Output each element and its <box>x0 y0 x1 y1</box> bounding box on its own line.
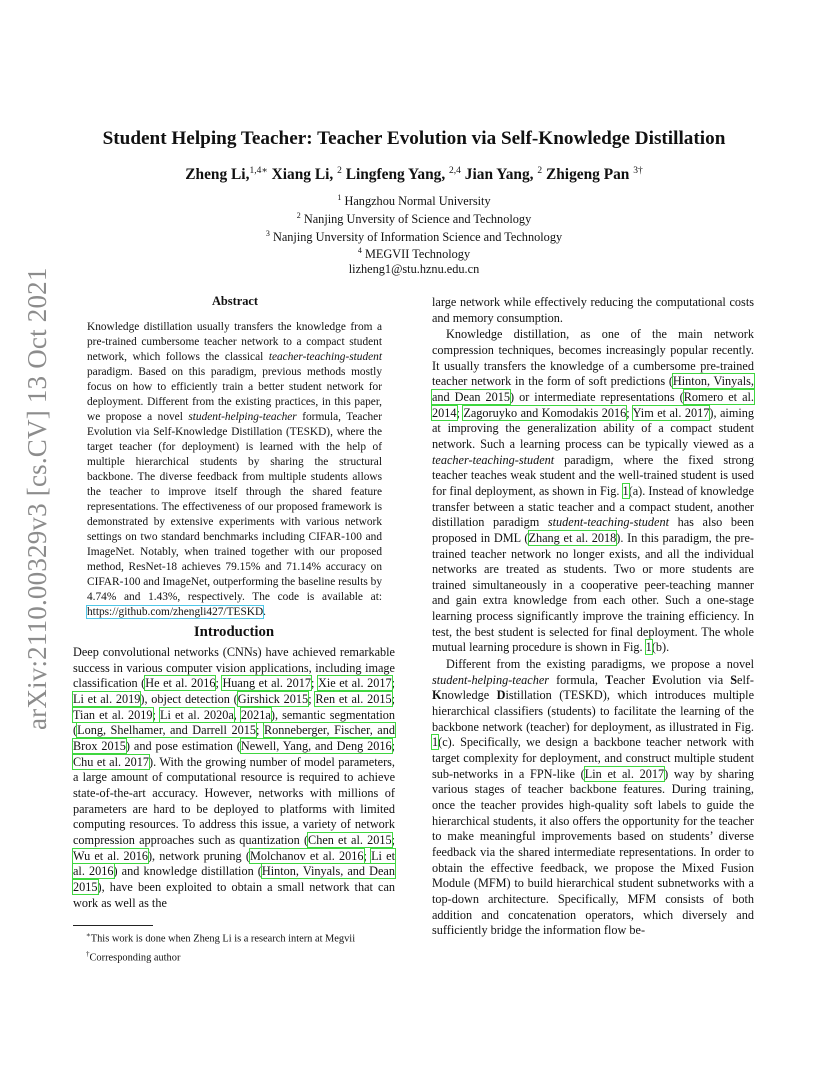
author-affil-mark: 2,4 <box>449 166 461 176</box>
acronym-letter: K <box>432 688 442 703</box>
body-text: ; <box>456 405 464 420</box>
body-text: elf- <box>737 672 755 687</box>
body-text: large network while effectively reducing the computational costs and memory consumption. <box>432 295 754 325</box>
body-text: ), semantic segmentation ( <box>73 707 396 738</box>
body-text: ). In this paradigm, the pre-trained teacher network no longer exists, and all the individual networks are treated as students. Two or more students are trained simultaneously in a cooperative peer-teaching manner and gain extra knowledge from each other. Such a one-stage learning process significantly improve the training efficiency. In test, the best student is selected for final deployment. The whole mutual learning procedure is shown in Fig. <box>432 530 754 655</box>
body-emphasis: teacher-teaching-student <box>432 452 555 467</box>
footnote-mark: † <box>86 949 90 958</box>
body-text: ; <box>391 738 396 753</box>
code-url-link[interactable]: https://github.com/zhengli427/TESKD <box>87 606 264 618</box>
figure-ref-link[interactable]: 1 <box>622 483 629 498</box>
body-text: (c). Specifically, we design a backbone teacher network with target complexity for deployment, and construct multiple student sub-networks in a FPN-like ( <box>432 735 754 781</box>
citation-link[interactable]: Wu et al. 2016 <box>73 848 148 863</box>
author-affil-mark: 1,4∗ <box>249 166 268 176</box>
footnote <box>73 947 403 966</box>
affil-mark: 4 <box>357 246 362 256</box>
citation-link[interactable]: Chen et al. 2015 <box>308 832 392 847</box>
citation-link[interactable]: Long, Shelhamer, and Darrell 2015 <box>77 723 257 738</box>
affil-text: Nanjing Unversity of Information Science and Technology <box>272 229 563 244</box>
body-text: ; <box>256 723 264 738</box>
citation-link[interactable]: Lin et al. 2017 <box>584 766 665 781</box>
abstract-emphasis: student-helping-teacher <box>188 411 297 423</box>
citation-link[interactable]: Huang et al. 2017 <box>222 676 312 691</box>
citation-link[interactable]: Tian et al. 2019 <box>73 707 153 722</box>
footnote-text: This work is done when Zheng Li is a research intern at Megvii <box>90 933 356 945</box>
body-text: eacher <box>613 672 653 687</box>
author-name: Jian Yang, <box>464 166 534 184</box>
footnotes <box>73 928 403 966</box>
citation-link[interactable]: Li et al. 2019 <box>73 691 141 706</box>
body-text: ), object detection ( <box>140 691 238 706</box>
citation-link[interactable]: Romero et al. 2014 <box>432 389 754 420</box>
affil-mark: 2 <box>296 210 301 220</box>
body-text: ) and knowledge distillation ( <box>113 864 262 879</box>
body-text: ; <box>308 691 316 706</box>
introduction-body <box>73 645 395 911</box>
abstract-heading: Abstract <box>211 294 259 308</box>
affiliation <box>114 227 714 245</box>
arxiv-stamp: arXiv:2110.00329v3 [cs.CV] 13 Oct 2021 <box>22 267 52 730</box>
citation-link[interactable]: Molchanov et al. 2016 <box>249 848 364 863</box>
figure-ref-link[interactable]: 1 <box>432 735 439 750</box>
author-name: Zheng Li, <box>185 166 250 184</box>
abstract-emphasis: teacher-teaching-student <box>268 351 382 363</box>
citation-link[interactable]: Girshick 2015 <box>237 691 309 706</box>
abstract-body <box>87 320 382 620</box>
citation-link[interactable]: Hinton, Vinyals, and Dean 2015 <box>432 374 754 404</box>
body-text: (b). <box>651 640 670 655</box>
body-text: ; <box>363 848 372 863</box>
body-text: ; <box>626 405 633 420</box>
body-emphasis: student-teaching-student <box>547 515 669 530</box>
abstract-text: Knowledge distillation usually transfers the knowledge from a pre-trained cumbersome teacher network to a compact student network, which follows the classical <box>87 321 382 363</box>
body-text: ; <box>391 676 396 691</box>
body-text: ; <box>311 676 318 691</box>
acronym-letter: T <box>604 672 614 687</box>
body-text: ), aiming at improving the generalization ability of a compact student network. Such a learning process can be typically viewed as a <box>432 405 755 451</box>
affil-text: MEGVII Technology <box>364 247 471 262</box>
body-text: ; <box>391 832 395 847</box>
citation-link[interactable]: Zhang et al. 2018 <box>528 530 617 545</box>
citation-link[interactable]: He et al. 2016 <box>145 676 216 691</box>
citation-link[interactable]: Li et al. 2020a <box>159 707 234 722</box>
acronym-letter: S <box>730 672 738 687</box>
right-column <box>432 295 754 939</box>
citation-link[interactable]: Yim et al. 2017 <box>632 405 710 420</box>
body-text: ; <box>152 707 160 722</box>
paper-title: Student Helping Teacher: Teacher Evolution via Self-Knowledge Distillation <box>102 128 726 149</box>
footnote-divider <box>73 925 153 926</box>
body-text: ). With the growing number of model parameters, a large amount of computational resource is required to achieve state-of-the-art accuracy. However, networks with millions of parameters are hard to be deployed to platforms with limited computing resources. To address this issue, a variety of network compression approaches such as quantization ( <box>73 754 395 847</box>
citation-link[interactable]: Chu et al. 2017 <box>73 754 150 769</box>
body-text: Different from the existing paradigms, we propose a novel <box>446 657 754 672</box>
abstract-text: . <box>263 606 266 618</box>
citation-link[interactable]: Hinton, Vinyals, and Dean 2015 <box>73 864 395 894</box>
affil-mark: 3 <box>265 228 270 238</box>
author-name: Xiang Li, <box>271 166 334 184</box>
citation-link[interactable]: Ronneberger, Fischer, and Brox 2015 <box>73 723 395 753</box>
body-text: ) way by sharing various stages of teacher backbone features. During training, once the teacher provides high-quality soft labels to guide the hierarchical students, it also offers the opportunity for the teacher to make meaningful improvements based on students’ diverse feedback via the shared intermediate representations. In order to obtain the effective feedback, we propose the Mixed Fusion Module (MFM) to build hierarchical student subnetworks with a top-down architecture. Specifically, MFM consists of both addition and concatenation operators, which diversely and sufficiently bridge the information flow be- <box>432 766 754 938</box>
affil-text: Nanjing Unversity of Science and Technology <box>303 211 532 226</box>
body-text: ), have been exploited to obtain a small network that can work as well as the <box>73 879 395 910</box>
body-text: ; <box>391 691 396 706</box>
figure-ref-link[interactable]: 1 <box>645 640 652 655</box>
body-text: ), network pruning ( <box>147 848 250 863</box>
affiliation-list <box>114 191 714 277</box>
author-name: Lingfeng Yang, <box>345 166 446 184</box>
body-text: nowledge <box>441 688 497 703</box>
affiliation <box>114 209 714 227</box>
abstract-text: formula, Teacher Evolution via Self-Knowledge Distillation (TESKD), where the target teacher (for deployment) is learned with the help of multiple hierarchical students by sharing the structural backbone. The diverse feedback from multiple students allows the teacher to improve itself through the shared feature representations. The effectiveness of our proposed framework is demonstrated by extensive experiments with various network settings on two standard benchmarks including CIFAR-100 and ImageNet. Notably, when trained together with our proposed method, ResNet-18 achieves 79.15% and 71.14% accuracy on CIFAR-100 and ImageNet, outperforming the baseline results by 4.74% and 1.43%, respectively. The code is available at: <box>87 411 382 603</box>
citation-link[interactable]: Zagoruyko and Komodakis 2016 <box>463 405 627 420</box>
body-text: has also been proposed in DML ( <box>432 515 754 545</box>
citation-link[interactable]: Newell, Yang, and Deng 2016 <box>240 738 392 753</box>
citation-link[interactable]: Xie et al. 2017 <box>318 676 392 691</box>
abstract-text: paradigm. Based on this paradigm, previous methods mostly focus on how to efficiently train a better student network for deployment. Different from the existing practices, in this paper, we propose a novel <box>87 366 382 423</box>
contact-email: lizheng1@stu.hznu.edu.cn <box>348 262 480 277</box>
author-affil-mark: 2 <box>537 166 543 176</box>
body-text: volution via <box>660 672 731 687</box>
body-text: formula, <box>549 672 605 687</box>
footnote-text: Corresponding author <box>89 952 181 964</box>
author-list <box>60 165 768 184</box>
author-name: Zhigeng Pan <box>545 166 630 184</box>
body-text: Deep convolutional networks (CNNs) have achieved remarkable success in various computer vision applications, including image classification ( <box>73 645 395 691</box>
citation-link[interactable]: Ren et al. 2015 <box>315 691 392 706</box>
body-text: (a). Instead of knowledge transfer between a static teacher and a compact student, another distillation paradigm <box>432 483 754 530</box>
affiliation <box>114 244 714 262</box>
affil-text: Hangzhou Normal University <box>344 194 491 209</box>
body-text: ) or intermediate representations ( <box>510 389 684 404</box>
affiliation <box>114 191 714 209</box>
body-text: ; <box>215 676 223 691</box>
acronym-letter: E <box>652 672 661 687</box>
footnote-mark: ∗ <box>86 931 91 939</box>
citation-link[interactable]: Li et al. 2016 <box>73 848 395 879</box>
body-text: Knowledge distillation, as one of the main network compression techniques, becomes increasingly popular recently. It usually transfers the knowledge of a cumbersome pre-trained teacher network in the form of soft predictions ( <box>432 327 754 389</box>
body-text: paradigm, where the fixed strong teacher teaches weak student and the well-trained student is used for final deployment, as shown in Fig. <box>432 452 754 498</box>
body-text: ) and pose estimation ( <box>125 738 241 753</box>
introduction-heading: Introduction <box>193 624 275 640</box>
affil-mark: 1 <box>337 193 342 202</box>
body-text: , <box>233 707 241 722</box>
body-emphasis: student-helping-teacher <box>432 672 550 687</box>
footnote <box>73 928 403 947</box>
citation-link[interactable]: 2021a <box>240 707 271 722</box>
author-affil-mark: 2 <box>337 166 342 176</box>
author-affil-mark: 3† <box>633 166 643 176</box>
body-text: istillation (TESKD), which introduces multiple hierarchical classifiers (students) to facilitate the learning of the backbone network (teacher) for deployment, as illustrated in Fig. <box>432 688 755 734</box>
acronym-letter: D <box>496 688 506 703</box>
